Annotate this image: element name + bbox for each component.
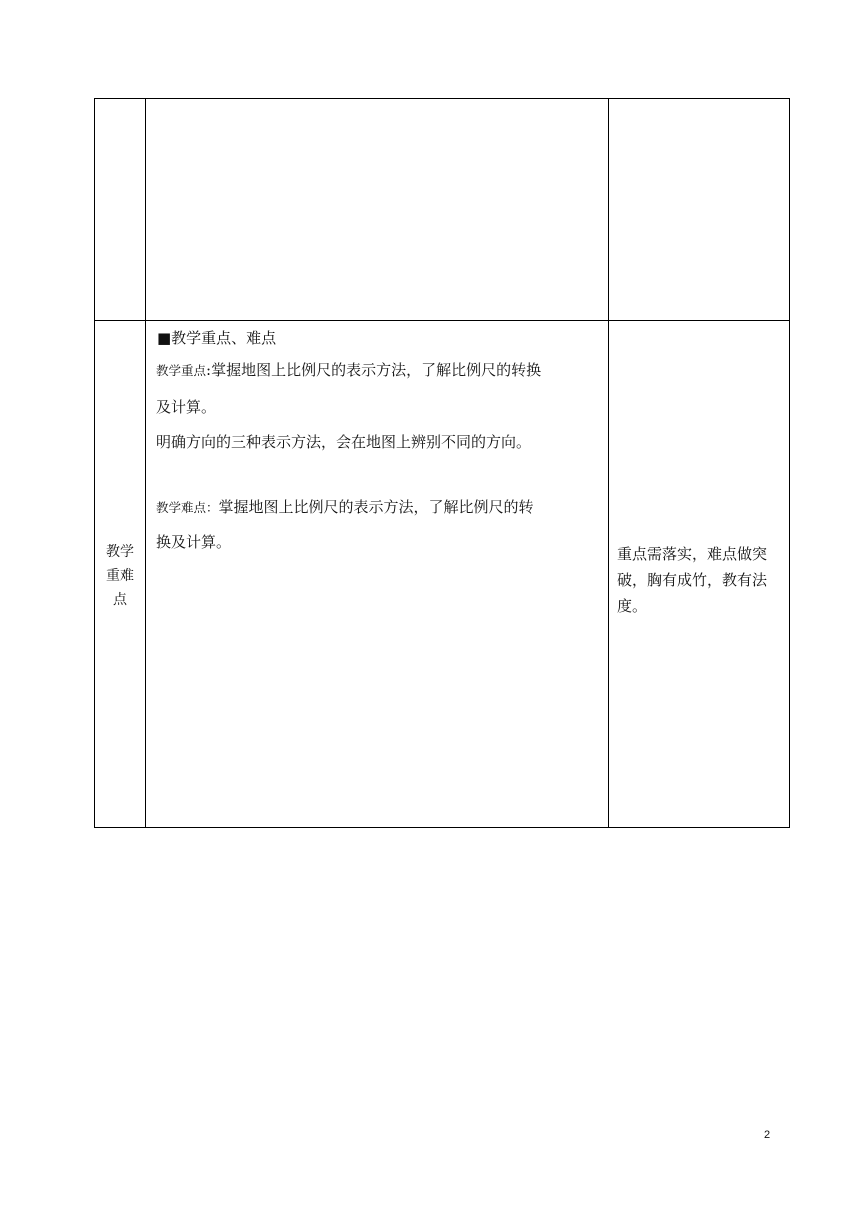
column-divider-2 [608, 98, 609, 828]
row-label-line: 教学 [106, 544, 134, 560]
column-divider-1 [145, 98, 146, 828]
key-points-text: :掌握地图上比例尺的表示方法，了解比例尺的转换 [206, 361, 542, 379]
table-right-border [789, 98, 790, 828]
difficult-points-line-2: 换及计算。 [156, 533, 232, 551]
table-left-border [94, 98, 95, 828]
key-points-line-1 [156, 359, 541, 380]
row-divider [94, 320, 790, 321]
row-label [96, 540, 144, 612]
row-label-line: 重难 [106, 568, 134, 584]
difficult-points-text: 掌握地图上比例尺的表示方法，了解比例尺的转 [218, 498, 534, 516]
table-top-border [94, 98, 790, 99]
difficult-points-prefix: 教学难点： [156, 500, 219, 515]
page-number: 2 [764, 1129, 771, 1141]
teacher-note: 重点需落实，难点做突破，胸有成竹，教有法度。 [617, 545, 768, 615]
key-points-line-3: 明确方向的三种表示方法，会在地图上辨别不同的方向。 [156, 433, 532, 451]
row-label-line: 点 [113, 592, 127, 608]
section-heading: ■教学重点、难点 [157, 329, 277, 347]
key-points-prefix: 教学重点 [156, 363, 207, 378]
key-points-line-2: 及计算。 [156, 398, 217, 416]
lesson-plan-table [94, 98, 790, 828]
table-bottom-border [94, 827, 790, 828]
difficult-points-line-1 [156, 496, 534, 517]
